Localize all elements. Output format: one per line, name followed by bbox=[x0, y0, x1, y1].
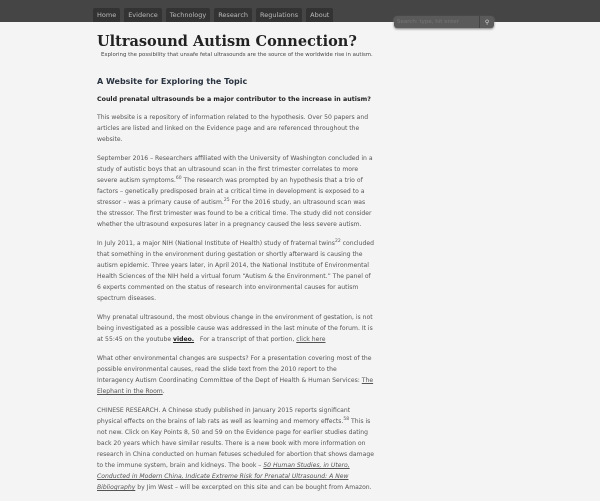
site-tagline: Exploring the possibility that unsafe fetal ultrasounds are the source of the worldwide rise in autism. bbox=[101, 52, 373, 58]
nav-home[interactable]: Home bbox=[93, 8, 120, 22]
main-nav bbox=[93, 8, 333, 22]
search-box bbox=[394, 16, 494, 28]
intro-paragraph: This website is a repository of information related to the hypothesis. Over 50 papers and articles are listed and linked on the Evidence page and are referenced throughout the website. bbox=[97, 114, 369, 143]
nav-technology[interactable]: Technology bbox=[166, 8, 210, 22]
paragraph-nih-study bbox=[97, 238, 375, 304]
search-icon[interactable]: ⚲ bbox=[479, 16, 494, 28]
footnote-link[interactable]: 60 bbox=[175, 175, 182, 181]
site-title[interactable]: Ultrasound Autism Connection? bbox=[97, 33, 357, 50]
text: The research was prompted by an hypothesis that a trio of factors – genetically predisposed brain at a critical time in development is exposed to a stressor – was a primary cause of autism. bbox=[97, 177, 365, 206]
text: concluded that something in the environment during gestation or shortly afterward is causing the autism epidemic. Three years later, in April 2014, the National Institute of Environmental Health Sciences of the NIH held a virtual forum “Autism & the Environment.” The panel of 6 experts commented on the status of research into environmental causes for autism spectrum diseases. bbox=[97, 240, 374, 302]
text: September 2016 – Researchers affiliated with the University of Washington concluded in a study of autistic boys that an ultrasound scan in the first trimester correlates to more severe autism symptoms. bbox=[97, 155, 373, 184]
paragraph-chinese-research bbox=[97, 405, 375, 493]
search-input[interactable] bbox=[394, 19, 479, 25]
text: Why prenatal ultrasound, the most obvious change in the environment of gestation, is not being investigated as a possible cause was addressed in the last minute of the forum. It is at 55:45 on the youtube bbox=[97, 314, 373, 343]
text: For a transcript of that portion, bbox=[194, 336, 297, 343]
text: For the 2016 study, an ultrasound scan was the stressor. The first trimester was found to be a critical time. The study did not consider whether the ultrasound exposures later in a pregnancy caused the less severe autism. bbox=[97, 199, 372, 228]
video-link[interactable]: video. bbox=[173, 336, 195, 343]
text: In July 2011, a major NIH (National Institute of Health) study of fraternal twins bbox=[97, 240, 335, 247]
text: This is not new. Click on Key Points 8, 50 and 59 on the Evidence page for earlier studies dating back 20 years which have similar results. There is a new book with more information on research in China conducted on human fetuses scheduled for abortion that shows damage to the immune system, brain and kidneys. The book – bbox=[97, 418, 374, 469]
footnote-link[interactable]: 22 bbox=[334, 238, 341, 244]
paragraph-forum bbox=[97, 312, 375, 345]
nav-regulations[interactable]: Regulations bbox=[256, 8, 302, 22]
question-heading: Could prenatal ultrasounds be a major contributor to the increase in autism? bbox=[97, 96, 371, 103]
text: . bbox=[162, 388, 165, 395]
text: What other environmental changes are suspects? For a presentation covering most of the possible environmental causes, read the slide text from the 2010 report to the Interagency Autism Coordinating Committee of the Dept of Health & Human Services: bbox=[97, 355, 372, 384]
page-heading: A Website for Exploring the Topic bbox=[97, 77, 248, 86]
text: by Jim West – will be excerpted on this site and can be bought from Amazon. bbox=[135, 484, 372, 491]
book-link[interactable]: 50 Human Studies, in Utero, Conducted in Modern China, Indicate Extreme Risk for Prenatal Ultrasound: A New Bibliography bbox=[97, 462, 350, 491]
text: CHINESE RESEARCH. A Chinese study published in January 2015 reports significant physical effects on the brains of lab rats as well as learning and memory effects. bbox=[97, 407, 351, 425]
nav-about[interactable]: About bbox=[306, 8, 333, 22]
footnote-link[interactable]: 25 bbox=[223, 197, 230, 203]
elephant-link[interactable]: The Elephant in the Room bbox=[97, 377, 374, 395]
nav-evidence[interactable]: Evidence bbox=[124, 8, 162, 22]
transcript-link[interactable]: click here bbox=[296, 336, 326, 343]
nav-research[interactable]: Research bbox=[214, 8, 252, 22]
paragraph-environment bbox=[97, 353, 375, 397]
main-content bbox=[97, 77, 375, 501]
paragraph-2016-study bbox=[97, 153, 375, 230]
footnote-link[interactable]: 58 bbox=[343, 416, 350, 422]
